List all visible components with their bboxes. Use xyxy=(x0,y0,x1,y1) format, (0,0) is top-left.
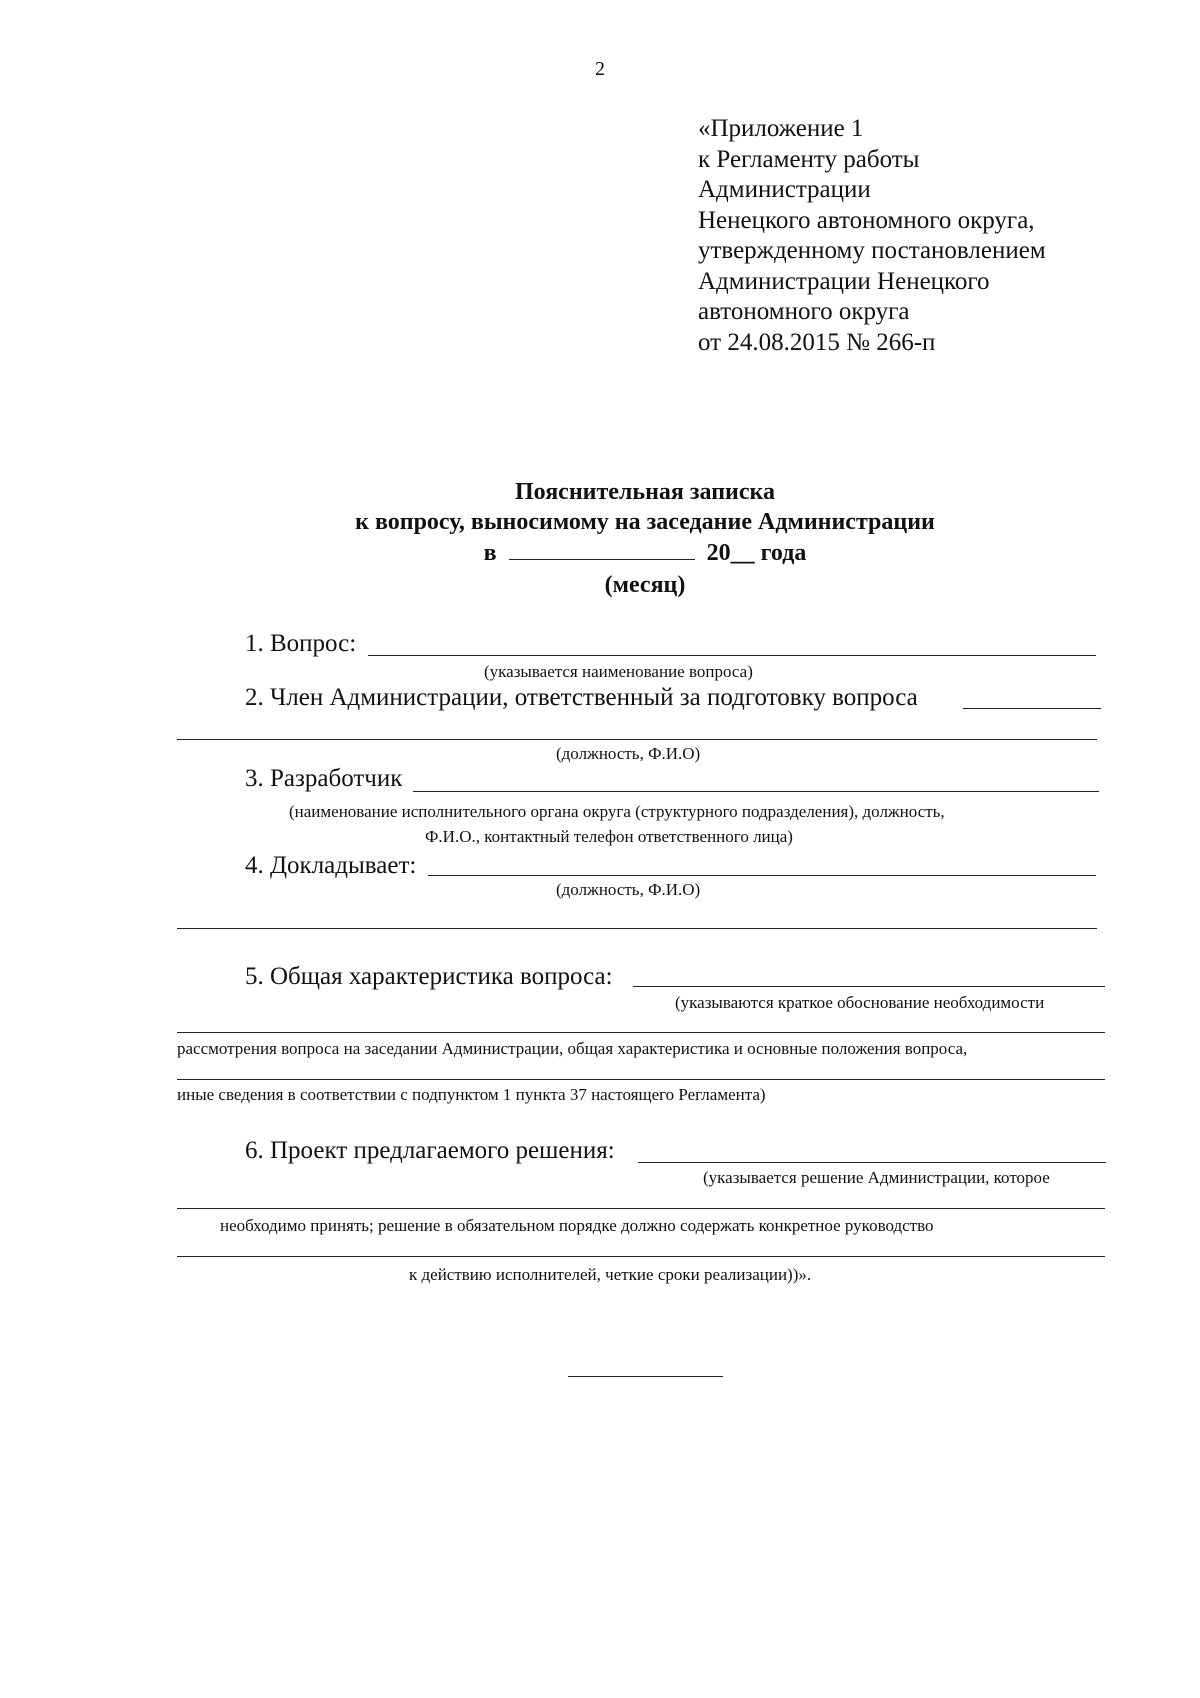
item-4-line xyxy=(428,875,1096,876)
appendix-line: «Приложение 1 xyxy=(698,115,864,142)
item-3-label: 3. Разработчик xyxy=(245,765,403,792)
meeting-date-line xyxy=(0,540,1200,567)
year-label: 20__ года xyxy=(706,540,807,566)
item-1-hint: (указывается наименование вопроса) xyxy=(484,662,753,681)
appendix-line: от 24.08.2015 № 266-п xyxy=(698,328,936,356)
item-5-hint-2: рассмотрения вопроса на заседании Администрации, общая характеристика и основные положения вопроса, xyxy=(177,1039,968,1058)
item-3-line xyxy=(413,791,1099,792)
appendix-line: к Регламенту работы xyxy=(698,145,920,173)
document-subtitle: к вопросу, выносимому на заседание Администрации xyxy=(355,509,935,535)
item-5-hint-1: (указываются краткое обоснование необходимости xyxy=(675,993,1045,1012)
item-6-hint-3: к действию исполнителей, четкие сроки реализации))». xyxy=(409,1265,812,1284)
item-1-line xyxy=(368,655,1096,656)
month-blank xyxy=(509,559,695,560)
item-6-hint-1: (указывается решение Администрации, которое xyxy=(703,1168,1050,1187)
page-number: 2 xyxy=(595,58,605,80)
item-6-line-3 xyxy=(177,1256,1105,1257)
item-5-line-3 xyxy=(177,1079,1105,1080)
end-separator xyxy=(568,1376,723,1377)
appendix-line: автономного округа xyxy=(698,298,910,325)
item-5-line-2 xyxy=(177,1032,1105,1033)
item-6-line xyxy=(638,1162,1106,1163)
item-4-hint: (должность, Ф.И.О) xyxy=(556,880,701,899)
month-caption: (месяц) xyxy=(604,572,686,598)
appendix-line: Администрации xyxy=(698,176,871,203)
item-6-line-2 xyxy=(177,1208,1105,1209)
date-prefix: в xyxy=(483,540,497,566)
item-4-line-2 xyxy=(177,928,1097,929)
appendix-line: утвержденному постановлением xyxy=(698,237,1046,264)
item-6-hint-2: необходимо принять; решение в обязательном порядке должно содержать конкретное руководство xyxy=(220,1216,934,1235)
item-2-line-end xyxy=(963,708,1101,709)
item-2-hint: (должность, Ф.И.О) xyxy=(556,744,701,763)
item-3-hint-1: (наименование исполнительного органа округа (структурного подразделения), должность, xyxy=(289,802,945,821)
item-5-hint-3: иные сведения в соответствии с подпунктом 1 пункта 37 настоящего Регламента) xyxy=(177,1085,766,1104)
item-3-hint-2: Ф.И.О., контактный телефон ответственного лица) xyxy=(425,827,793,846)
item-2-line xyxy=(177,739,1097,740)
item-2-label: 2. Член Администрации, ответственный за подготовку вопроса xyxy=(245,684,918,711)
appendix-block xyxy=(698,114,1046,358)
item-6-label: 6. Проект предлагаемого решения: xyxy=(245,1137,615,1164)
item-1-label: 1. Вопрос: xyxy=(245,630,357,657)
document-title: Пояснительная записка xyxy=(514,479,775,505)
appendix-line: Администрации Ненецкого xyxy=(698,267,990,295)
item-5-label: 5. Общая характеристика вопроса: xyxy=(245,963,613,990)
item-4-label: 4. Докладывает: xyxy=(245,852,417,879)
item-5-line xyxy=(633,986,1105,987)
appendix-line: Ненецкого автономного округа, xyxy=(698,206,1035,234)
